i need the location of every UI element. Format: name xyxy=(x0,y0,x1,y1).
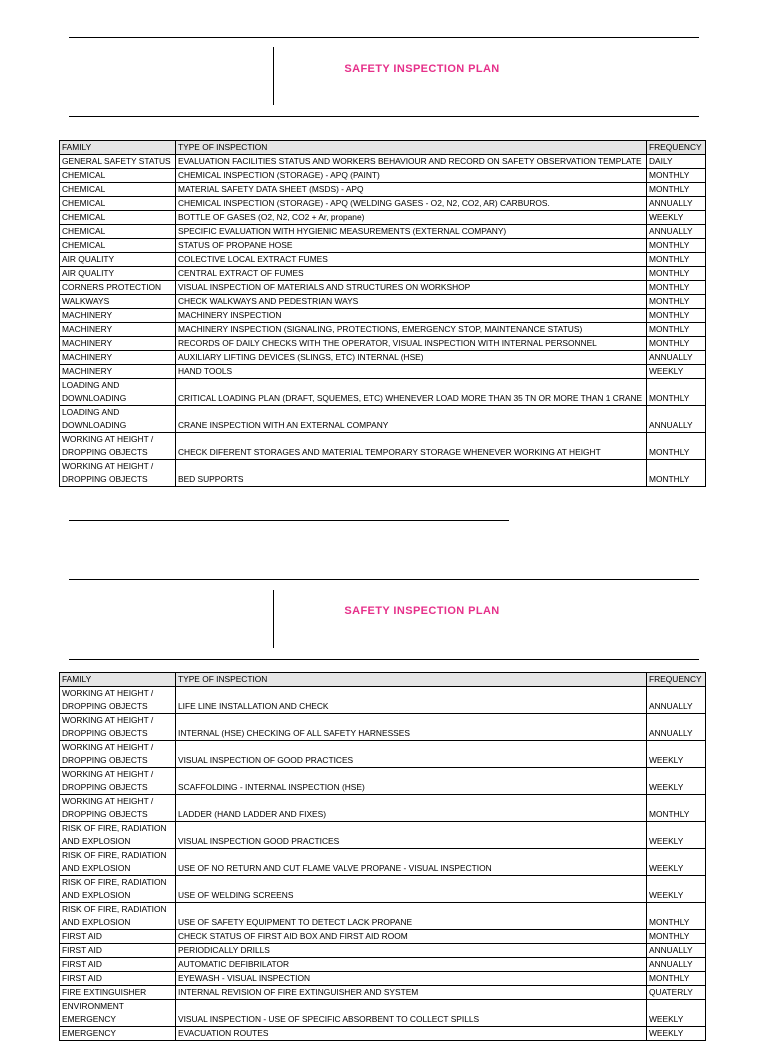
frequency-cell: ANNUALLY xyxy=(647,351,706,365)
table-row xyxy=(60,323,706,337)
table-row xyxy=(60,460,706,487)
family-cell: WORKING AT HEIGHT / DROPPING OBJECTS xyxy=(60,768,176,795)
family-cell: FIRST AID xyxy=(60,972,176,986)
inspection-type-cell: INTERNAL REVISION OF FIRE EXTINGUISHER AND SYSTEM xyxy=(176,986,647,1000)
family-cell: MACHINERY xyxy=(60,337,176,351)
frequency-cell: WEEKLY xyxy=(647,1027,706,1041)
table-row xyxy=(60,903,706,930)
frequency-cell: ANNUALLY xyxy=(647,687,706,714)
family-cell: MACHINERY xyxy=(60,323,176,337)
table-row xyxy=(60,169,706,183)
table-row xyxy=(60,197,706,211)
table-row xyxy=(60,930,706,944)
inspection-type-cell: CRITICAL LOADING PLAN (DRAFT, SQUEMES, ETC) WHENEVER LOAD MORE THAN 35 TN OR MORE THAN 1 CRANE xyxy=(176,379,647,406)
header-type-of-inspection: TYPE OF INSPECTION xyxy=(176,141,647,155)
frequency-cell: MONTHLY xyxy=(647,239,706,253)
table-row xyxy=(60,309,706,323)
family-cell: LOADING AND DOWNLOADING xyxy=(60,379,176,406)
header-frequency: FREQUENCY xyxy=(647,673,706,687)
inspection-type-cell: STATUS OF PROPANE HOSE xyxy=(176,239,647,253)
table-row xyxy=(60,822,706,849)
inspection-type-cell: MACHINERY INSPECTION xyxy=(176,309,647,323)
table-row xyxy=(60,239,706,253)
inspection-type-cell: USE OF WELDING SCREENS xyxy=(176,876,647,903)
family-cell: GENERAL SAFETY STATUS xyxy=(60,155,176,169)
inspection-type-cell: BOTTLE OF GASES (O2, N2, CO2 + Ar, propane) xyxy=(176,211,647,225)
inspection-type-cell: LADDER (HAND LADDER AND FIXES) xyxy=(176,795,647,822)
table-row xyxy=(60,379,706,406)
family-cell: WALKWAYS xyxy=(60,295,176,309)
family-cell: CHEMICAL xyxy=(60,183,176,197)
family-cell: WORKING AT HEIGHT / DROPPING OBJECTS xyxy=(60,714,176,741)
frequency-cell: MONTHLY xyxy=(647,267,706,281)
frequency-cell: ANNUALLY xyxy=(647,197,706,211)
header-frequency: FREQUENCY xyxy=(647,141,706,155)
table-row xyxy=(60,351,706,365)
frequency-cell: WEEKLY xyxy=(647,768,706,795)
table-row xyxy=(60,1027,706,1041)
family-cell: WORKING AT HEIGHT / DROPPING OBJECTS xyxy=(60,741,176,768)
inspection-type-cell: SPECIFIC EVALUATION WITH HYGIENIC MEASUREMENTS (EXTERNAL COMPANY) xyxy=(176,225,647,239)
inspection-type-cell: COLECTIVE LOCAL EXTRACT FUMES xyxy=(176,253,647,267)
inspection-type-cell: HAND TOOLS xyxy=(176,365,647,379)
page2-title: SAFETY INSPECTION PLAN xyxy=(344,605,500,617)
family-cell: FIRST AID xyxy=(60,944,176,958)
inspection-type-cell: CHECK STATUS OF FIRST AID BOX AND FIRST AID ROOM xyxy=(176,930,647,944)
inspection-type-cell: EYEWASH - VISUAL INSPECTION xyxy=(176,972,647,986)
inspection-type-cell: PERIODICALLY DRILLS xyxy=(176,944,647,958)
frequency-cell: MONTHLY xyxy=(647,903,706,930)
family-cell: CHEMICAL xyxy=(60,225,176,239)
inspection-type-cell: VISUAL INSPECTION - USE OF SPECIFIC ABSORBENT TO COLLECT SPILLS xyxy=(176,1000,647,1027)
table-row xyxy=(60,768,706,795)
frequency-cell: MONTHLY xyxy=(647,183,706,197)
frequency-cell: MONTHLY xyxy=(647,379,706,406)
page2-inspection-table xyxy=(59,672,706,1041)
frequency-cell: MONTHLY xyxy=(647,337,706,351)
table-row xyxy=(60,406,706,433)
frequency-cell: WEEKLY xyxy=(647,849,706,876)
frequency-cell: WEEKLY xyxy=(647,1000,706,1027)
inspection-type-cell: EVACUATION ROUTES xyxy=(176,1027,647,1041)
table-row xyxy=(60,986,706,1000)
inspection-type-cell: VISUAL INSPECTION GOOD PRACTICES xyxy=(176,822,647,849)
table-header-row xyxy=(60,673,706,687)
family-cell: CHEMICAL xyxy=(60,239,176,253)
frequency-cell: QUATERLY xyxy=(647,986,706,1000)
table-row xyxy=(60,1000,706,1027)
frequency-cell: MONTHLY xyxy=(647,253,706,267)
inspection-type-cell: VISUAL INSPECTION OF MATERIALS AND STRUCTURES ON WORKSHOP xyxy=(176,281,647,295)
family-cell: WORKING AT HEIGHT / DROPPING OBJECTS xyxy=(60,460,176,487)
table-row xyxy=(60,741,706,768)
family-cell: RISK OF FIRE, RADIATION AND EXPLOSION xyxy=(60,822,176,849)
family-cell: FIRE EXTINGUISHER xyxy=(60,986,176,1000)
page1-title: SAFETY INSPECTION PLAN xyxy=(344,63,500,75)
frequency-cell: MONTHLY xyxy=(647,972,706,986)
family-cell: RISK OF FIRE, RADIATION AND EXPLOSION xyxy=(60,849,176,876)
family-cell: WORKING AT HEIGHT / DROPPING OBJECTS xyxy=(60,687,176,714)
family-cell: CORNERS PROTECTION xyxy=(60,281,176,295)
family-cell: AIR QUALITY xyxy=(60,253,176,267)
inspection-type-cell: AUXILIARY LIFTING DEVICES (SLINGS, ETC) INTERNAL (HSE) xyxy=(176,351,647,365)
table-row xyxy=(60,183,706,197)
family-cell: CHEMICAL xyxy=(60,169,176,183)
inspection-type-cell: CHEMICAL INSPECTION (STORAGE) - APQ (WELDING GASES - O2, N2, CO2, AR) CARBUROS. xyxy=(176,197,647,211)
table-row xyxy=(60,337,706,351)
frequency-cell: ANNUALLY xyxy=(647,225,706,239)
page2-header-bottom-rule xyxy=(69,659,699,660)
table-row xyxy=(60,225,706,239)
table-row xyxy=(60,433,706,460)
frequency-cell: MONTHLY xyxy=(647,295,706,309)
table-row xyxy=(60,253,706,267)
family-cell: WORKING AT HEIGHT / DROPPING OBJECTS xyxy=(60,795,176,822)
table-row xyxy=(60,795,706,822)
family-cell: CHEMICAL xyxy=(60,211,176,225)
frequency-cell: MONTHLY xyxy=(647,930,706,944)
inspection-type-cell: CHECK WALKWAYS AND PEDESTRIAN WAYS xyxy=(176,295,647,309)
table-row xyxy=(60,972,706,986)
frequency-cell: ANNUALLY xyxy=(647,714,706,741)
page1-header-divider xyxy=(273,47,274,105)
frequency-cell: WEEKLY xyxy=(647,365,706,379)
table-row xyxy=(60,211,706,225)
frequency-cell: MONTHLY xyxy=(647,460,706,487)
header-type-of-inspection: TYPE OF INSPECTION xyxy=(176,673,647,687)
table-row xyxy=(60,849,706,876)
inspection-type-cell: SCAFFOLDING - INTERNAL INSPECTION (HSE) xyxy=(176,768,647,795)
page1-header-bottom-rule xyxy=(69,116,699,117)
inspection-type-cell: LIFE LINE INSTALLATION AND CHECK xyxy=(176,687,647,714)
inspection-type-cell: VISUAL INSPECTION OF GOOD PRACTICES xyxy=(176,741,647,768)
table-row xyxy=(60,876,706,903)
table-row xyxy=(60,714,706,741)
inspection-type-cell: INTERNAL (HSE) CHECKING OF ALL SAFETY HARNESSES xyxy=(176,714,647,741)
inspection-type-cell: CENTRAL EXTRACT OF FUMES xyxy=(176,267,647,281)
family-cell: LOADING AND DOWNLOADING xyxy=(60,406,176,433)
frequency-cell: WEEKLY xyxy=(647,211,706,225)
page2-header-divider xyxy=(273,590,274,648)
family-cell: WORKING AT HEIGHT / DROPPING OBJECTS xyxy=(60,433,176,460)
frequency-cell: MONTHLY xyxy=(647,433,706,460)
table-row xyxy=(60,944,706,958)
frequency-cell: ANNUALLY xyxy=(647,944,706,958)
frequency-cell: MONTHLY xyxy=(647,169,706,183)
inspection-type-cell: MATERIAL SAFETY DATA SHEET (MSDS) - APQ xyxy=(176,183,647,197)
table-row xyxy=(60,295,706,309)
family-cell: FIRST AID xyxy=(60,930,176,944)
frequency-cell: WEEKLY xyxy=(647,741,706,768)
frequency-cell: WEEKLY xyxy=(647,876,706,903)
family-cell: FIRST AID xyxy=(60,958,176,972)
family-cell: EMERGENCY xyxy=(60,1027,176,1041)
table-row xyxy=(60,687,706,714)
family-cell: ENVIRONMENT EMERGENCY xyxy=(60,1000,176,1027)
inspection-type-cell: CHECK DIFERENT STORAGES AND MATERIAL TEMPORARY STORAGE WHENEVER WORKING AT HEIGHT xyxy=(176,433,647,460)
header-family: FAMILY xyxy=(60,673,176,687)
frequency-cell: WEEKLY xyxy=(647,822,706,849)
table-header-row xyxy=(60,141,706,155)
page1-inspection-table xyxy=(59,140,706,487)
inspection-type-cell: USE OF SAFETY EQUIPMENT TO DETECT LACK PROPANE xyxy=(176,903,647,930)
frequency-cell: DAILY xyxy=(647,155,706,169)
inspection-type-cell: AUTOMATIC DEFIBRILATOR xyxy=(176,958,647,972)
family-cell: AIR QUALITY xyxy=(60,267,176,281)
table-row xyxy=(60,958,706,972)
frequency-cell: ANNUALLY xyxy=(647,958,706,972)
family-cell: CHEMICAL xyxy=(60,197,176,211)
frequency-cell: ANNUALLY xyxy=(647,406,706,433)
table-row xyxy=(60,267,706,281)
family-cell: RISK OF FIRE, RADIATION AND EXPLOSION xyxy=(60,903,176,930)
inspection-type-cell: BED SUPPORTS xyxy=(176,460,647,487)
page1-top-rule xyxy=(69,37,699,38)
inspection-type-cell: EVALUATION FACILITIES STATUS AND WORKERS BEHAVIOUR AND RECORD ON SAFETY OBSERVATION TEMPLATE xyxy=(176,155,647,169)
inspection-type-cell: CRANE INSPECTION WITH AN EXTERNAL COMPANY xyxy=(176,406,647,433)
table-row xyxy=(60,281,706,295)
family-cell: MACHINERY xyxy=(60,365,176,379)
frequency-cell: MONTHLY xyxy=(647,281,706,295)
family-cell: MACHINERY xyxy=(60,309,176,323)
frequency-cell: MONTHLY xyxy=(647,309,706,323)
inspection-type-cell: CHEMICAL INSPECTION (STORAGE) - APQ (PAINT) xyxy=(176,169,647,183)
frequency-cell: MONTHLY xyxy=(647,795,706,822)
inspection-type-cell: RECORDS OF DAILY CHECKS WITH THE OPERATOR, VISUAL INSPECTION WITH INTERNAL PERSONNEL xyxy=(176,337,647,351)
frequency-cell: MONTHLY xyxy=(647,323,706,337)
inspection-type-cell: USE OF NO RETURN AND CUT FLAME VALVE PROPANE - VISUAL INSPECTION xyxy=(176,849,647,876)
family-cell: MACHINERY xyxy=(60,351,176,365)
table-row xyxy=(60,155,706,169)
table-row xyxy=(60,365,706,379)
inspection-type-cell: MACHINERY INSPECTION (SIGNALING, PROTECTIONS, EMERGENCY STOP, MAINTENANCE STATUS) xyxy=(176,323,647,337)
page1-footer-rule xyxy=(69,520,509,521)
family-cell: RISK OF FIRE, RADIATION AND EXPLOSION xyxy=(60,876,176,903)
header-family: FAMILY xyxy=(60,141,176,155)
page2-top-rule xyxy=(69,579,699,580)
